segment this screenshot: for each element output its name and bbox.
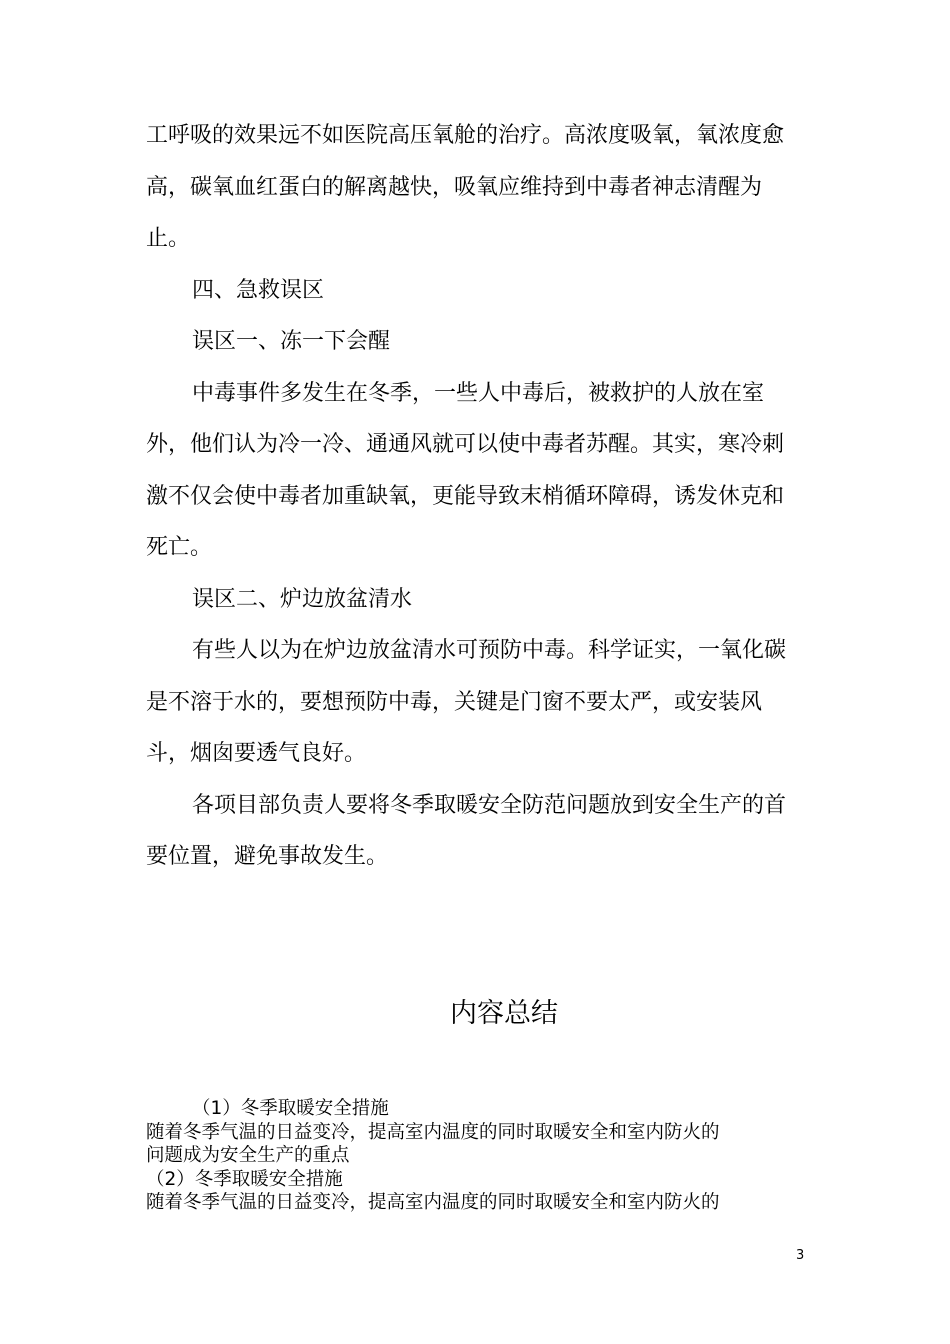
page-number: 3 bbox=[796, 1248, 805, 1263]
summary-line: 随着冬季气温的日益变冷，提高室内温度的同时取暖安全和室内防火的 bbox=[146, 1192, 720, 1213]
summary-title: 内容总结 bbox=[450, 998, 558, 1029]
body-line: 死亡。 bbox=[146, 535, 213, 560]
body-line: 各项目部负责人要将冬季取暖安全防范问题放到安全生产的首 bbox=[192, 792, 787, 818]
summary-line: （2）冬季取暖安全措施 bbox=[146, 1168, 343, 1190]
body-line: 止。 bbox=[146, 226, 191, 251]
summary-block bbox=[146, 1097, 826, 1215]
summary-line: 随着冬季气温的日益变冷，提高室内温度的同时取暖安全和室内防火的 bbox=[146, 1121, 720, 1143]
summary-line: 问题成为安全生产的重点 bbox=[146, 1145, 350, 1166]
subsection-heading: 误区二、炉边放盆清水 bbox=[192, 586, 413, 612]
body-line: 工呼吸的效果远不如医院高压氧舱的治疗。高浓度吸氧，氧浓度愈 bbox=[146, 123, 785, 148]
body-line: 要位置，避免事故发生。 bbox=[146, 844, 389, 869]
body-line: 有些人以为在炉边放盆清水可预防中毒。科学证实，一氧化碳 bbox=[192, 638, 787, 663]
summary-line: （1）冬季取暖安全措施 bbox=[192, 1098, 389, 1119]
body-line: 中毒事件多发生在冬季，一些人中毒后，被救护的人放在室 bbox=[192, 380, 765, 406]
subsection-heading: 误区一、冻一下会醒 bbox=[192, 329, 391, 354]
body-line: 是不溶于水的，要想预防中毒，关键是门窗不要太严，或安装风 bbox=[146, 689, 763, 715]
body-line: 高，碳氧血红蛋白的解离越快，吸氧应维持到中毒者神志清醒为 bbox=[146, 174, 763, 200]
body-line: 激不仅会使中毒者加重缺氧，更能导致末梢循环障碍，诱发休克和 bbox=[146, 483, 785, 509]
body-line: 斗，烟囱要透气良好。 bbox=[146, 741, 367, 766]
body-text bbox=[146, 110, 806, 883]
section-heading: 四、急救误区 bbox=[192, 277, 325, 303]
body-line: 外，他们认为冷一冷、通通风就可以使中毒者苏醒。其实，寒冷刺 bbox=[146, 432, 785, 457]
